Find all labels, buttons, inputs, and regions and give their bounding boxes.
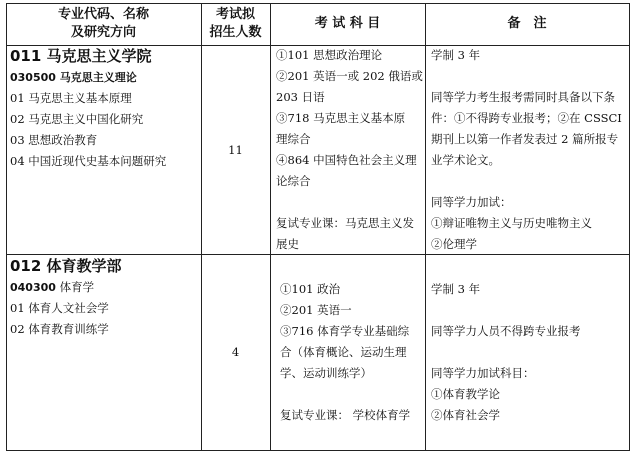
dept1-note-line: 期刊上以第一作者发表过 2 篇所报专 [431, 132, 619, 146]
dept2-note-line [431, 300, 627, 321]
dept1-major: 030500 马克思主义理论 [10, 71, 137, 84]
dept2-subject-line [280, 384, 422, 405]
dept2-major-name: 体育学 [55, 280, 95, 294]
dept1-name: 011 马克思主义学院 [10, 47, 152, 65]
header-col3: 考 试 科 目 [314, 16, 381, 31]
dept2-major-code: 040300 [10, 281, 56, 294]
header-col2-line1: 考试拟 [215, 7, 255, 22]
dept1-direction: 01 马克思主义基本原理 [10, 91, 132, 105]
dept1-note-line: ②伦理学 [431, 237, 477, 251]
dept1-note-line: 件：①不得跨专业报考；②在 CSSCI [431, 111, 622, 125]
dept1-note-line [431, 171, 627, 192]
dept2-note-line [431, 342, 627, 363]
dept1-subject-line: 203 日语 [276, 90, 325, 104]
header-col2-line2: 招生人数 [209, 25, 262, 40]
col-divider-3 [425, 3, 426, 451]
dept2-subject-line: ①101 政治 [280, 282, 341, 296]
header-exam-subjects [270, 3, 425, 45]
dept2-subject-line: 学、运动训练学） [280, 366, 372, 380]
dept2-note-line: ②体育社会学 [431, 408, 500, 422]
dept1-major-cell [10, 45, 198, 172]
dept2-quota: 4 [231, 345, 240, 359]
dept1-subjects-cell [276, 45, 422, 255]
dept2-major-cell [10, 255, 198, 340]
dept2-name: 012 体育教学部 [10, 257, 122, 275]
dept1-note-line [431, 66, 627, 87]
dept2-subject-line: 合（体育概论、运动生理 [280, 345, 407, 359]
dept2-subjects-cell [280, 279, 422, 426]
dept1-subject-line: 理综合 [276, 132, 311, 146]
admission-table [6, 3, 630, 451]
dept1-subject-line: ②201 英语一或 202 俄语或 [276, 69, 423, 83]
dept2-note-line: ①体育教学论 [431, 387, 500, 401]
dept1-note-line: 同等学力考生报考需同时具备以下条 [431, 90, 615, 104]
dept2-note-line: 学制 3 年 [431, 282, 481, 296]
col-divider-1 [201, 3, 202, 451]
dept1-subject-line: ③718 马克思主义基本原 [276, 111, 406, 125]
dept2-direction: 01 体育人文社会学 [10, 301, 109, 315]
table-bottom-border [6, 450, 630, 451]
dept1-note-line: ①辩证唯物主义与历史唯物主义 [431, 216, 592, 230]
header-quota [201, 3, 270, 45]
dept1-note-line: 同等学力加试： [431, 195, 512, 209]
dept1-direction: 03 思想政治教育 [10, 133, 98, 147]
dept2-subject-line: 复试专业课： 学校体育学 [280, 408, 411, 422]
dept1-direction: 02 马克思主义中国化研究 [10, 112, 144, 126]
dept2-major [10, 277, 198, 298]
dept1-subject-line: ①101 思想政治理论 [276, 48, 383, 62]
header-col4: 备 注 [507, 16, 547, 31]
dept1-note-line: 业学术论文。 [431, 153, 500, 167]
dept1-notes-cell [431, 45, 627, 255]
col-divider-2 [270, 3, 271, 451]
dept1-subject-line: ④864 中国特色社会主义理 [276, 153, 417, 167]
header-major-direction [6, 3, 201, 45]
dept1-quota: 11 [228, 143, 243, 157]
dept2-note-line: 同等学力加试科目： [431, 366, 535, 380]
dept1-note-line: 学制 3 年 [431, 48, 481, 62]
dept1-subject-line [276, 192, 422, 213]
dept1-subject-line: 复试专业课：马克思主义发 [276, 216, 414, 230]
dept1-subject-line: 展史 [276, 237, 299, 251]
header-col1-line1: 专业代码、名称 [57, 7, 149, 22]
dept1-subject-line: 论综合 [276, 174, 311, 188]
dept2-note-line: 同等学力人员不得跨专业报考 [431, 324, 581, 338]
header-col1-line2: 及研究方向 [70, 25, 136, 40]
table-right-border [629, 3, 630, 451]
dept1-direction: 04 中国近现代史基本问题研究 [10, 154, 167, 168]
dept2-direction: 02 体育教育训练学 [10, 322, 109, 336]
dept2-subject-line: ②201 英语一 [280, 303, 352, 317]
dept2-notes-cell [431, 279, 627, 426]
header-notes [425, 3, 629, 45]
dept2-subject-line: ③716 体育学专业基础综 [280, 324, 410, 338]
table-left-border [6, 3, 7, 451]
